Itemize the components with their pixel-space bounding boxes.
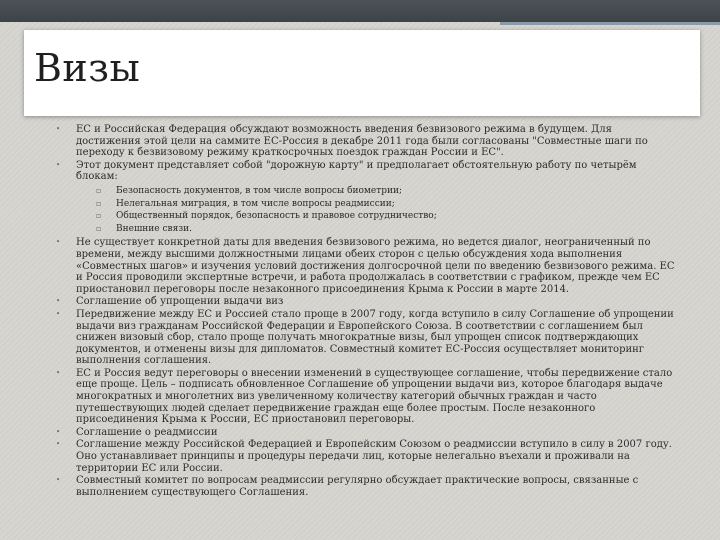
bullet-icon: •	[56, 160, 61, 169]
bullet-icon: •	[56, 427, 61, 436]
sub-bullet-item	[96, 198, 678, 211]
bullet-text: Совместный комитет по вопросам реадмиссии регулярно обсуждает практические вопросы, связанные с выполнением существующего Соглашения.	[76, 475, 639, 498]
bullet-item	[56, 237, 678, 295]
bullet-text: Передвижение между ЕС и Россией стало проще в 2007 году, когда вступило в силу Соглашение об упрощении выдачи виз гражданам Российской Федерации и Европейского Союза. В соответствии с соглашением был снижен визовый сбор, стало проще получать многократные визы, был упрощен список подтверждающих документов, и отменены визы для дипломатов. Совместный комитет ЕС-Россия осуществляет мониторинг выполнения соглашения.	[76, 308, 674, 367]
bullet-icon: •	[56, 476, 61, 485]
bullet-item	[56, 368, 678, 426]
slide-title: Визы	[34, 46, 141, 90]
bullet-item	[56, 475, 678, 498]
sub-bullet-text: Внешние связи.	[116, 223, 193, 234]
bullet-text: Не существует конкретной даты для введения безвизового режима, но ведется диалог, неограниченный по времени, между высшими должностными лицами обеих сторон с целью обсуждения хода выполнения «Совместных шагов» и изучения условий достижения долгосрочной цели по введению безвизового режима. ЕС и Россия проводили экспертные встречи, и работа продолжалась в соответствии с графиком, прежде чем ЕС приостановил переговоры после незаконного присоединения Крыма к России в марте 2014.	[76, 237, 675, 295]
bullet-item	[56, 296, 678, 308]
bullet-item	[56, 160, 678, 236]
sub-bullet-item	[96, 210, 678, 223]
bullet-text: Соглашение об упрощении выдачи виз	[76, 296, 284, 308]
sub-bullet-item	[96, 223, 678, 236]
sub-bullet-text: Безопасность документов, в том числе вопросы биометрии;	[116, 185, 403, 196]
bullet-text: ЕС и Российская Федерация обсуждают возможность введения безвизового режима в будущем. Для достижения этой цели на саммите ЕС-Россия в декабре 2011 года были согласованы "Совместные шаги по переходу к безвизовому режиму краткосрочных поездок граждан России и ЕС".	[76, 124, 648, 159]
sub-bullet-icon: ▫	[96, 185, 102, 195]
sub-bullet-text: Нелегальная миграция, в том числе вопросы реадмиссии;	[116, 198, 395, 209]
bullet-icon: •	[56, 368, 61, 377]
bullet-text: Соглашение о реадмиссии	[76, 426, 218, 438]
bullet-text: ЕС и Россия ведут переговоры о внесении изменений в существующее соглашение, чтобы передвижение стало еще проще. Цель – подписать обновленное Соглашение об упрощении выдачи виз, которое благодаря выдаче многократных и многолетних виз увеличенному количеству категорий обычных граждан и часто путешествующих людей сделает передвижение граждан еще более простым. После незаконного присоединения Крыма к России, ЕС приостановил переговоры.	[76, 367, 673, 426]
bullet-list	[56, 124, 678, 498]
bullet-item	[56, 124, 678, 159]
bullet-icon: •	[56, 297, 61, 306]
bullet-text: Соглашение между Российской Федерацией и Европейским Союзом о реадмиссии вступило в силу в 2007 году. Оно устанавливает принципы и процедуры передачи лиц, которые нелегально въехали и проживали на территории ЕС или России.	[76, 439, 672, 474]
bullet-icon: •	[56, 238, 61, 247]
bullet-text: Этот документ представляет собой "дорожную карту" и предполагает обстоятельную работу по четырём блокам:	[76, 159, 637, 183]
bullet-item	[56, 427, 678, 439]
title-card	[24, 30, 700, 116]
bullet-icon: •	[56, 125, 61, 133]
top-bar	[0, 0, 720, 22]
bullet-item	[56, 309, 678, 367]
bullet-icon: •	[56, 309, 61, 318]
top-bar-accent	[500, 22, 720, 25]
slide-content	[56, 124, 678, 499]
sub-bullet-list	[96, 185, 678, 235]
sub-bullet-item	[96, 185, 678, 198]
bullet-item	[56, 439, 678, 474]
sub-bullet-text: Общественный порядок, безопасность и правовое сотрудничество;	[116, 211, 437, 222]
sub-bullet-icon: ▫	[96, 223, 102, 233]
sub-bullet-icon: ▫	[96, 198, 102, 208]
sub-bullet-icon: ▫	[96, 211, 102, 221]
bullet-icon: •	[56, 440, 61, 449]
